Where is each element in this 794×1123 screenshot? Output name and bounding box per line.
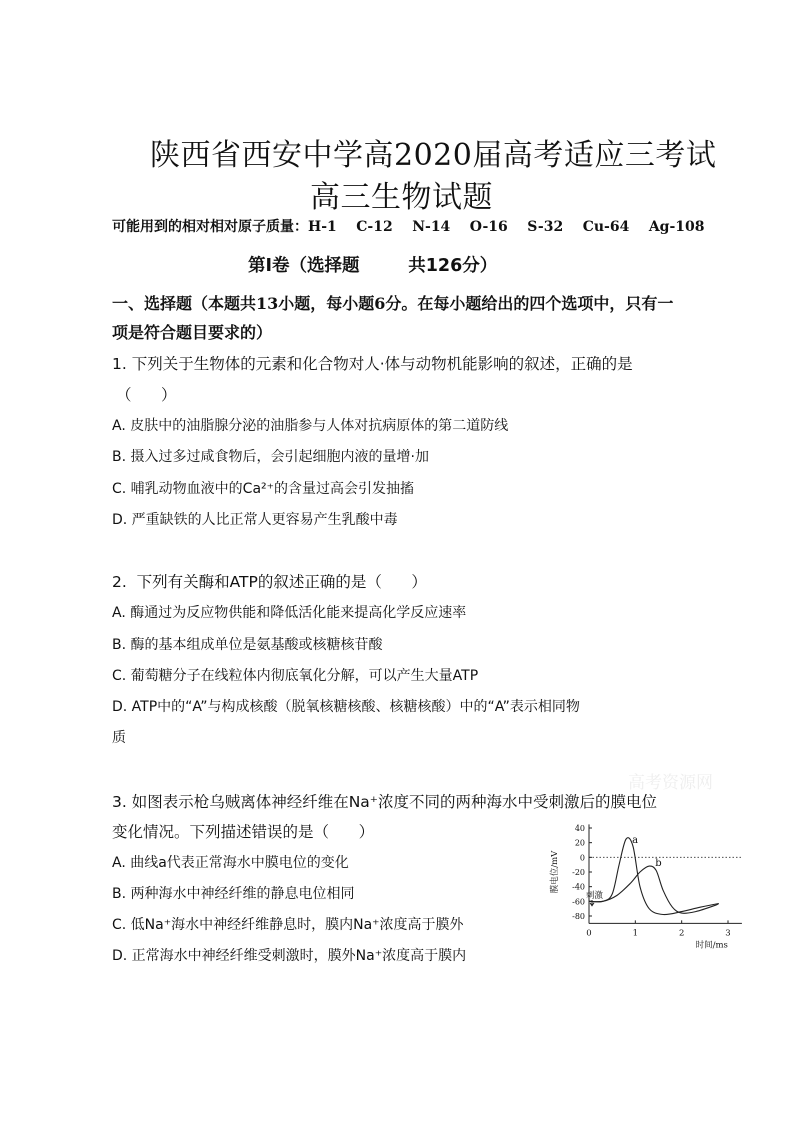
x-axis-label: 时间/ms	[695, 940, 728, 951]
part1-title: 第Ⅰ卷（选择题 共126分）	[248, 256, 498, 276]
series-a-label: a	[632, 835, 639, 846]
y-tick-label: -60	[572, 897, 585, 907]
x-tick-label: 1	[632, 928, 639, 939]
atomic-masses-line	[112, 216, 705, 236]
question-1-option-a: A. 皮肤中的油脂腺分泌的油脂参与人体对抗病原体的第二道防线	[112, 418, 509, 434]
section1-instruction-line2: 项是符合题目要求的）	[112, 323, 273, 342]
section1-instruction-line1: 一、选择题（本题共13小题，每小题6分。在每小题给出的四个选项中，只有一	[112, 294, 674, 313]
question-3-option-c: C. 低Na⁺海水中神经纤维静息时，膜内Na⁺浓度高于膜外	[112, 917, 464, 933]
y-tick-label: 20	[574, 838, 585, 848]
question-3-stem-continued: 变化情况。下列描述错误的是（ ）	[112, 823, 375, 841]
question-1-stem: 1. 下列关于生物体的元素和化合物对人·体与动物机能影响的叙述，正确的是	[112, 355, 633, 373]
watermark: 高考资源网	[628, 773, 713, 793]
series-a-line	[589, 838, 719, 915]
series-b-line	[589, 866, 719, 913]
question-1-answer-blank: （ ）	[116, 386, 177, 404]
stimulus-label: 刺激	[586, 891, 604, 901]
question-2-option-b: B. 酶的基本组成单位是氨基酸或核糖核苷酸	[112, 637, 383, 653]
question-2-stem: 2. 下列有关酶和ATP的叙述正确的是（ ）	[112, 573, 427, 591]
y-tick-label: -20	[572, 868, 585, 877]
question-3-option-a: A. 曲线a代表正常海水中膜电位的变化	[112, 855, 349, 871]
y-tick-label: 40	[574, 824, 585, 833]
membrane-potential-chart	[548, 818, 748, 953]
y-axis-label: 膜电位/mV	[550, 850, 560, 894]
x-tick-label: 3	[725, 928, 731, 939]
exam-title: 陕西省西安中学高2020届高考适应三考试	[150, 138, 717, 173]
question-1-option-b: B. 摄入过多过咸食物后，会引起细胞内液的量增·加	[112, 449, 429, 465]
question-3-option-d: D. 正常海水中神经纤维受刺激时，膜外Na⁺浓度高于膜内	[112, 948, 467, 964]
y-tick-label: 0	[579, 853, 585, 863]
y-tick-label: -80	[572, 912, 585, 921]
question-2-option-d-continued: 质	[112, 730, 126, 746]
atomic-masses-values: H-1 C-12 N-14 O-16 S-32 Cu-64 Ag-108	[308, 219, 705, 235]
question-2-option-a: A. 酶通过为反应物供能和降低活化能来提高化学反应速率	[112, 605, 467, 621]
exam-subtitle: 高三生物试题	[310, 180, 493, 215]
x-tick-label: 0	[586, 928, 592, 939]
atomic-masses-label: 可能用到的相对相对原子质量：	[112, 219, 308, 235]
series-b-label: b	[655, 858, 662, 870]
question-3-stem: 3. 如图表示枪乌贼离体神经纤维在Na⁺浓度不同的两种海水中受刺激后的膜电位	[112, 793, 657, 811]
question-3-option-b: B. 两种海水中神经纤维的静息电位相同	[112, 886, 355, 902]
question-2-option-c: C. 葡萄糖分子在线粒体内彻底氧化分解，可以产生大量ATP	[112, 668, 479, 684]
question-1-option-d: D. 严重缺铁的人比正常人更容易产生乳酸中毒	[112, 512, 398, 528]
y-tick-label: -40	[572, 882, 585, 892]
x-tick-label: 2	[678, 928, 685, 939]
question-1-option-c: C. 哺乳动物血液中的Ca²⁺的含量过高会引发抽搐	[112, 481, 415, 497]
question-2-option-d: D. ATP中的“A”与构成核酸（脱氧核糖核酸、核糖核酸）中的“A”表示相同物	[112, 699, 580, 715]
